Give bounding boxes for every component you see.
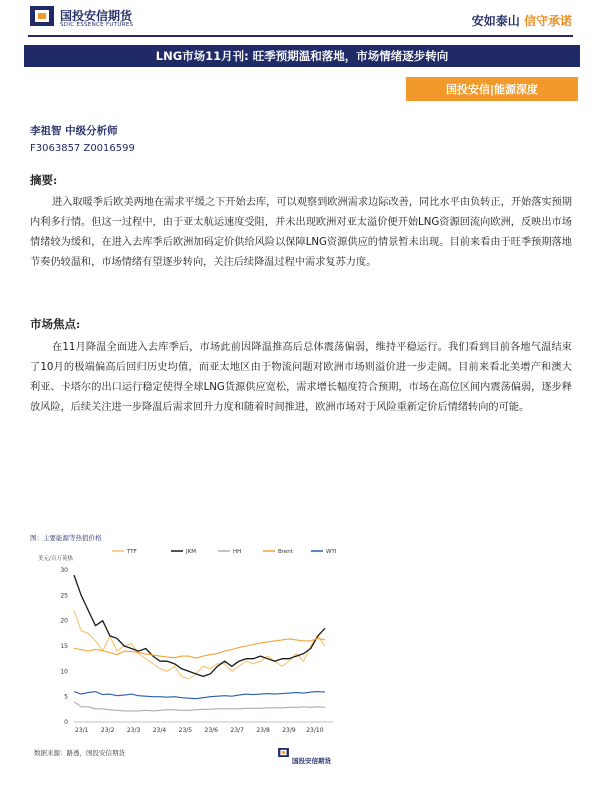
figure-source: 数据来源：路透，国投安信期货 [34,749,125,757]
header-divider [28,35,573,37]
author-cert: F3063857 Z0016599 [30,143,135,154]
slogan-part1: 安如泰山 [471,14,520,28]
author: 李祖智 中级分析师 [30,125,118,137]
x-tick-label: 23/1 [75,727,89,734]
legend-label: Brent [278,549,293,555]
company-logo-icon [30,6,54,26]
figure-logo-text: 国投安信期货 [292,757,331,765]
x-tick-label: 23/3 [126,727,141,734]
series-line-wti [74,692,325,699]
x-tick-label: 23/10 [306,727,324,734]
y-tick-label: 25 [60,592,68,600]
series-line-hh [74,702,325,711]
x-tick-label: 23/4 [152,727,167,734]
x-tick-label: 23/7 [230,727,244,734]
x-tick-label: 23/2 [100,727,115,734]
series-line-ttf [74,611,325,679]
price-chart [28,540,348,748]
legend-label: WTI [326,549,337,555]
company-name-en: SDIC ESSENCE FUTURES [60,22,134,28]
y-axis-label: 美元/百万英热 [38,556,73,562]
focus-heading: 市场焦点: [30,317,81,331]
legend-label: JKM [186,549,196,555]
figure-logo-icon [278,748,289,757]
y-tick-label: 20 [60,617,68,625]
y-tick-label: 5 [64,693,68,701]
focus-text: 在11月降温全面进入去库季后，市场此前因降温推高后总体震荡偏弱，维持平稳运行。我们看到目前各地气温结束了10月的极端偏高后回归历史均值，而亚太地区由于物流问题对欧洲市场则溢价进一步走阔。目前来看北美增产和澳大利亚、卡塔尔的出口运行稳定使得全球LNG货源供应宽松，需求增长幅度符合预期，市场在高位区间内震荡偏弱，逐步释放风险，后续关注进一步降温后需求回升力度和随着时间推进，欧洲市场对于风险重新定价后情绪转向的可能。 [30,342,572,413]
slogan-part2: 信守承诺 [523,14,572,28]
summary-text: 进入取暖季后欧美两地在需求平缓之下开始去库，可以观察到欧洲需求边际改善，同比水平由负转正，开始落实预期内利多行情。但这一过程中，由于亚太航运速度受阻，并未出现欧洲对亚太溢价便开始LNG资源回流向欧洲，反映出市场情绪较为缓和，在进入去库季后欧洲加码定价供给风险以保障LNG资源供应的情景暂未出现。目前来看由于旺季预期落地节奏仍较温和，市场情绪有望逐步转向，关注后续降温过程中需求复苏力度。 [30,197,572,268]
x-tick-label: 23/5 [178,727,193,734]
figure-title: 图：主要能源等热值价格 [30,534,102,542]
series-line-brent [74,638,325,658]
figure-logo [278,748,331,767]
report-tag: 国投安信|能源深度 [406,77,578,101]
y-tick-label: 15 [60,643,68,650]
slogan [472,12,572,29]
y-tick-label: 30 [60,567,68,574]
legend-label: HH [233,549,242,555]
x-tick-label: 23/6 [204,727,219,734]
legend-label: TTF [127,549,137,555]
y-tick-label: 0 [64,719,68,726]
x-tick-label: 23/9 [282,727,296,734]
x-tick-label: 23/8 [256,727,270,734]
summary-heading: 摘要: [30,173,58,187]
company-name: 国投安信期货 [60,9,133,23]
series-line-jkm [74,575,325,676]
y-tick-label: 10 [60,668,68,676]
report-title: LNG市场11月刊: 旺季预期温和落地，市场情绪逐步转向 [24,45,580,67]
